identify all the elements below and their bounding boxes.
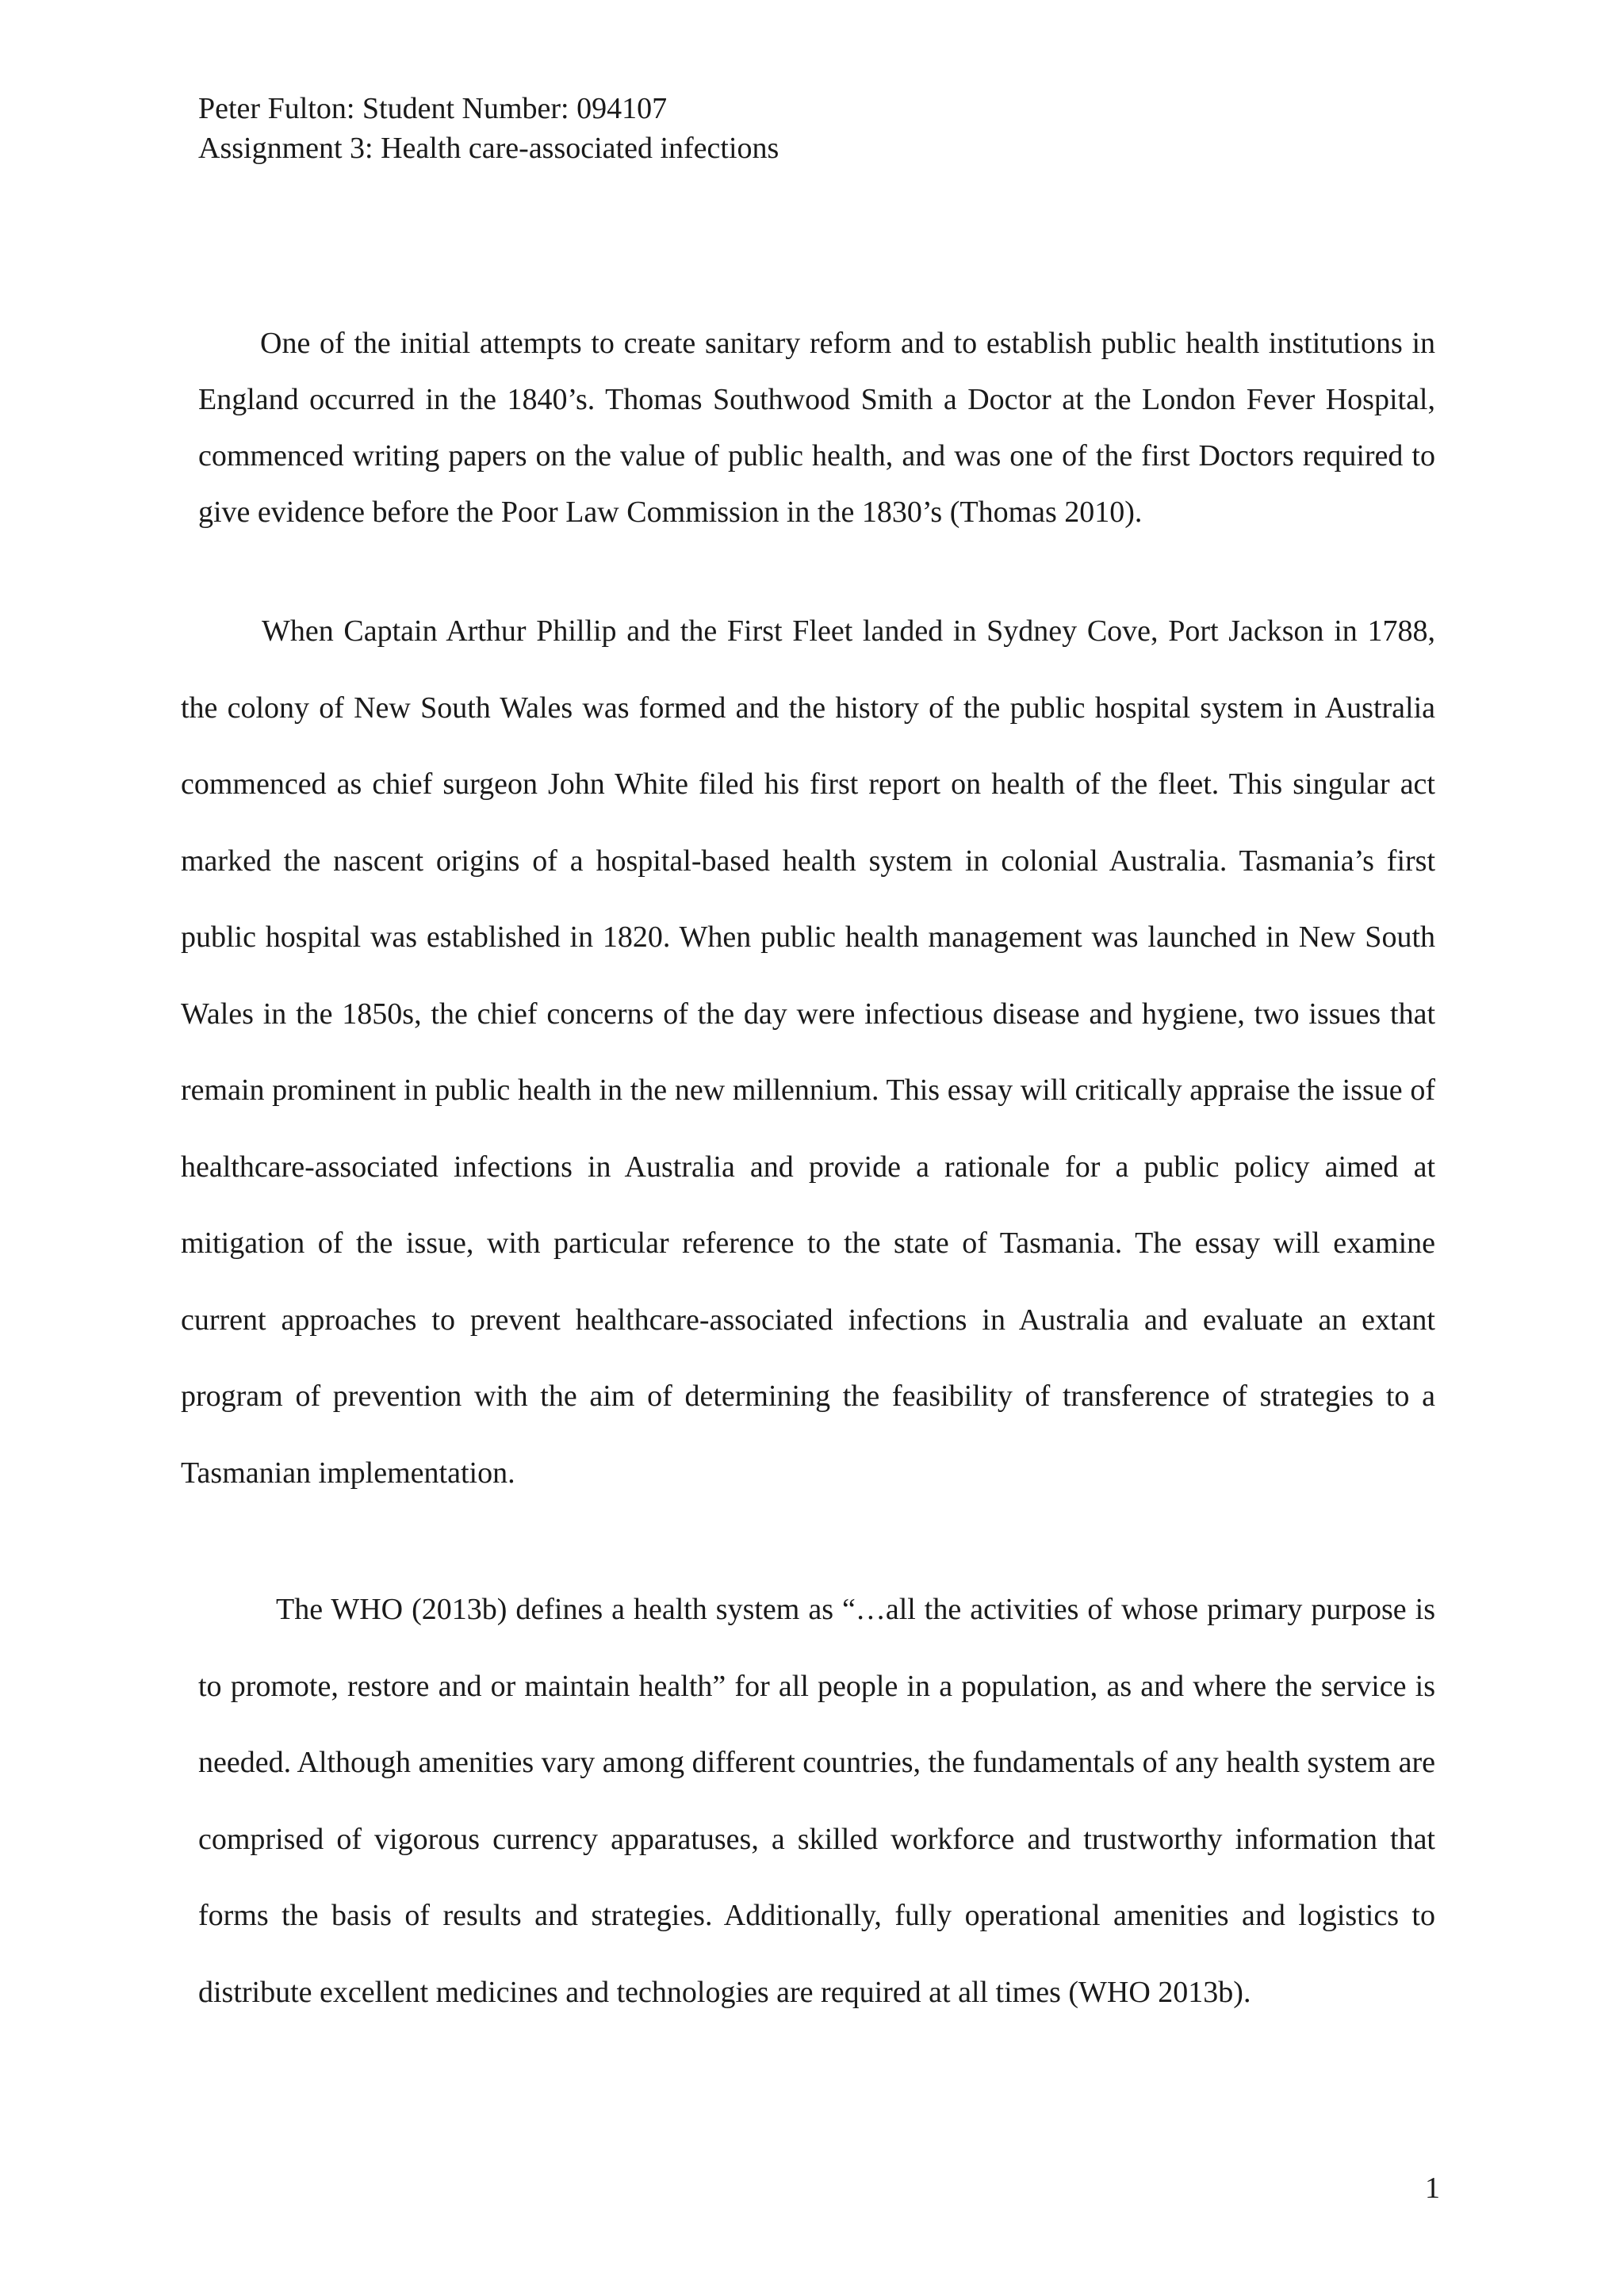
paragraph-1: One of the initial attempts to create sanitary reform and to establish public health institutions in England occurred in the 1840’s. Thomas Southwood Smith a Doctor at the London Fever Hospital, commenced writing papers on the value of public health, and was one of the first Doctors required to give evidence before the Poor Law Commission in the 1830’s (Thomas 2010). — [198, 327, 1435, 529]
paragraph-2: When Captain Arthur Phillip and the First Fleet landed in Sydney Cove, Port Jackson in 1788, the colony of New South Wales was formed and the history of the public hospital system in Australia commenced as chief surgeon John White filed his first report on health of the fleet. This singular act marked the nascent origins of a hospital-based health system in colonial Australia. Tasmania’s first public hospital was established in 1820. When public health management was launched in New South Wales in the 1850s, the chief concerns of the day were infectious disease and hygiene, two issues that remain prominent in public health in the new millennium. This essay will critically appraise the issue of healthcare-associated infections in Australia and provide a rationale for a public policy aimed at mitigation of the issue, with particular reference to the state of Tasmania. The essay will examine current approaches to prevent healthcare-associated infections in Australia and evaluate an extant program of prevention with the aim of determining the feasibility of transference of strategies to a Tasmanian implementation. — [181, 614, 1435, 1490]
page-number: 1 — [1425, 2172, 1440, 2205]
document-header — [198, 89, 779, 168]
paragraph-3: The WHO (2013b) defines a health system as “…all the activities of whose primary purpose is to promote, restore and or maintain health” for all people in a population, as and where the service is needed. Although amenities vary among different countries, the fundamentals of any health system are comprised of vigorous currency apparatuses, a skilled workforce and trustworthy information that forms the basis of results and strategies. Additionally, fully operational amenities and logistics to distribute excellent medicines and technologies are required at all times (WHO 2013b). — [198, 1593, 1435, 2009]
author-line: Peter Fulton: Student Number: 094107 — [198, 92, 668, 125]
assignment-title: Assignment 3: Health care-associated infections — [198, 132, 779, 165]
